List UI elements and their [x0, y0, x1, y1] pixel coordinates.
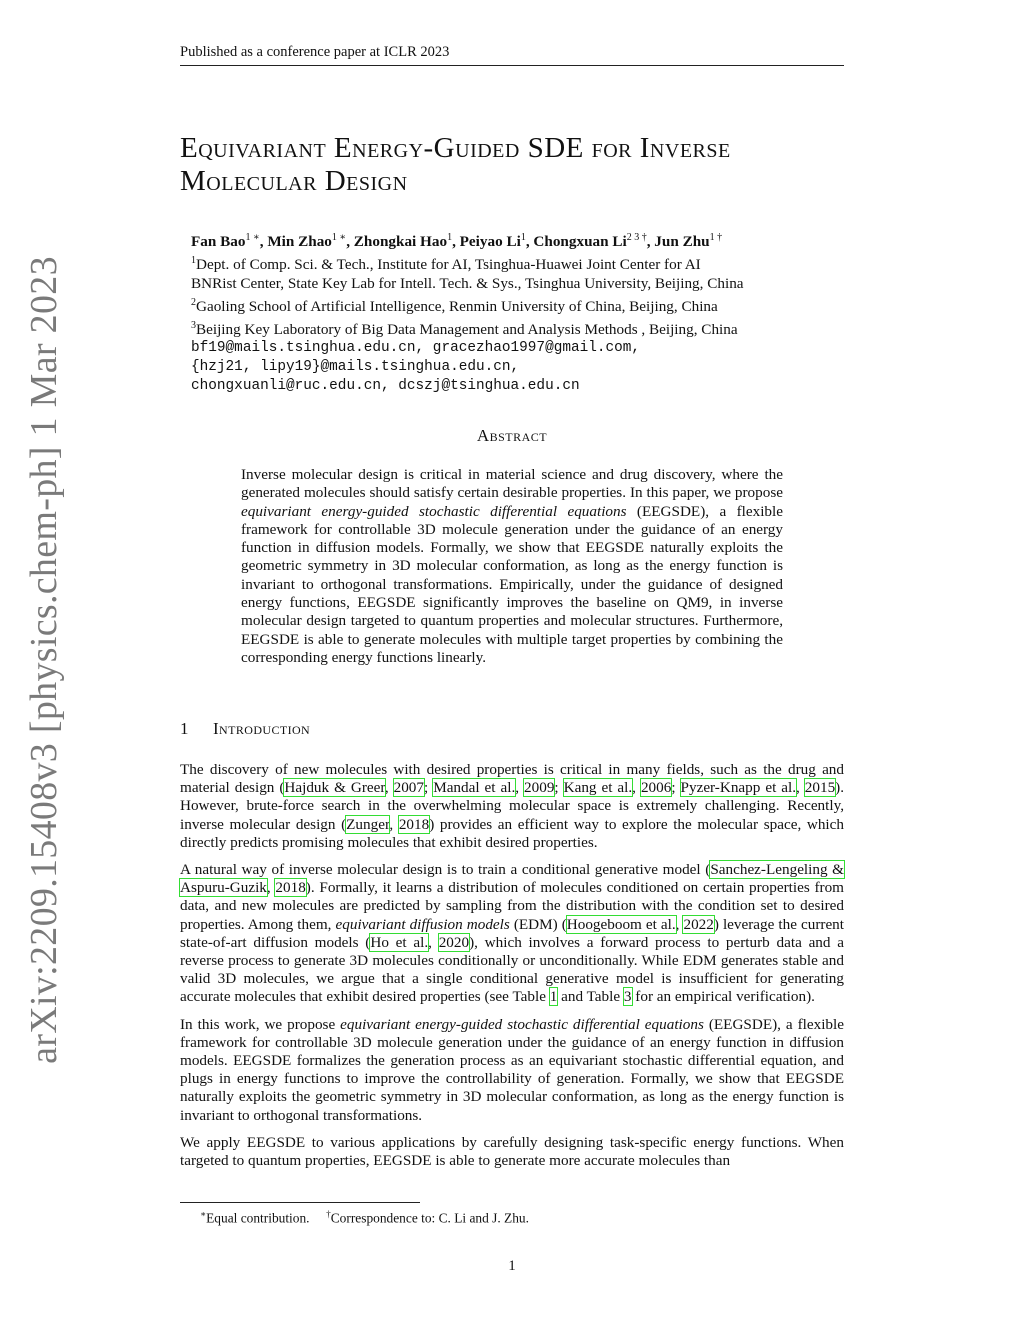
paper-title: Equivariant Energy-Guided SDE for Inverse Molecular Design: [180, 132, 731, 197]
page-number: 1: [508, 1258, 516, 1274]
email-line-2: {hzj21, lipy19}@mails.tsinghua.edu.cn,: [191, 359, 520, 376]
body-text: [180, 761, 844, 1179]
paragraph: In this work, we propose equivariant energy-guided stochastic differential equations (EEGSDE), a flexible framework for controllable 3D molecule generation under the guidance of an energy function in diffusion models. EEGSDE formalizes the generation process as an equivariant stochastic differential equation, and plugs in energy functions to improve the controllability of generation. Formally, we show that EEGSDE naturally exploits the geometric symmetry in 3D molecular conformation, as long as the energy function is invariant to orthogonal transformations.: [180, 1015, 844, 1124]
affiliation-3: $^3$Beijing Key Laboratory of Big Data Management and Analysis Methods , Beijing, China: [191, 320, 738, 339]
abstract-text: Inverse molecular design is critical in material science and drug discovery, where the generated molecules should satisfy certain desirable properties. In this paper, we propose equivariant energy-guided stochastic differential equations (EEGSDE), a flexible framework for controllable 3D molecule generation under the guidance of an energy function in diffusion models. Formally, we show that EEGSDE naturally exploits the geometric symmetry in 3D molecular conformation, as long as the energy function is invariant to orthogonal transformations. Empirically, under the guidance of designed energy functions, EEGSDE significantly improves the baseline on QM9, in inverse molecular design targeted to quantum properties and molecular structures. Furthermore, EEGSDE is able to generate molecules with multiple target properties by combining the corresponding energy functions linearly.: [241, 466, 783, 666]
author-block: [191, 228, 851, 396]
paragraph: The discovery of new molecules with desired properties is critical in many fields, such as the drug and material design (Hajduk & Greer, 2007; Mandal et al., 2009; Kang et al., 2006; Pyzer-Knapp et al., 2015). However, brute-force search in the overwhelming molecular space is extremely challenging. Recently, inverse molecular design (Zunger, 2018) provides an efficient way to explore the molecular space, which directly predicts promising molecules that exhibit desired properties.: [180, 761, 845, 851]
paragraph: A natural way of inverse molecular design is to train a conditional generative model (Sanchez-Lengeling & Aspuru-Guzik, 2018). Formally, it learns a distribution of molecules conditioned on certain properties from data, and new molecules are predicted by sampling from the distribution with the condition set to desired properties. Among them, equivariant diffusion models (EDM) (Hoogeboom et al., 2022) leverage the current state-of-art diffusion models (Ho et al., 2020), which involves a forward process to perturb data and a reverse process to generate 3D molecules conditionally or unconditionally. While EDM generates stable and valid 3D molecules, we argue that a single conditional generative model is insufficient for generating accurate molecules that exhibit desired properties (see Table 1 and Table 3 for an empirical verification).: [180, 861, 844, 1006]
section-title: Introduction: [213, 719, 311, 738]
running-header: Published as a conference paper at ICLR 2023: [180, 44, 844, 66]
email-line-1: bf19@mails.tsinghua.edu.cn, gracezhao1997@gmail.com,: [191, 340, 641, 357]
section-heading: [180, 719, 310, 739]
paragraph: We apply EEGSDE to various applications by carefully designing task-specific energy functions. When targeted to quantum properties, EEGSDE is able to generate more accurate molecules than: [180, 1133, 844, 1170]
affiliation-1-cont: BNRist Center, State Key Lab for Intell. Tech. & Sys., Tsinghua University, Beijing, China: [191, 275, 744, 293]
footnote: ∗Equal contribution. †Correspondence to: C. Li and J. Zhu.: [200, 1209, 529, 1226]
arxiv-stamp: arXiv:2209.15408v3 [physics.chem-ph] 1 Mar 2023: [23, 256, 65, 1064]
section-number: 1: [180, 719, 189, 738]
abstract-heading: Abstract: [476, 426, 548, 445]
footnote-rule: [180, 1202, 420, 1203]
affiliation-2: $^2$Gaoling School of Artificial Intelligence, Renmin University of China, Beijing, China: [191, 297, 718, 316]
email-line-3: chongxuanli@ruc.edu.cn, dcszj@tsinghua.edu.cn: [191, 378, 580, 395]
affiliation-1: $^1$Dept. of Comp. Sci. & Tech., Institute for AI, Tsinghua-Huawei Joint Center for AI: [191, 255, 701, 274]
author-names: Fan Bao$^{1 ∗}$, Min Zhao$^{1 ∗}$, Zhongkai Hao$^1$, Peiyao Li$^1$, Chongxuan $Li^{2 3 \dagger}$, Jun Zhu$^{1 \dagger}$: [191, 232, 723, 251]
